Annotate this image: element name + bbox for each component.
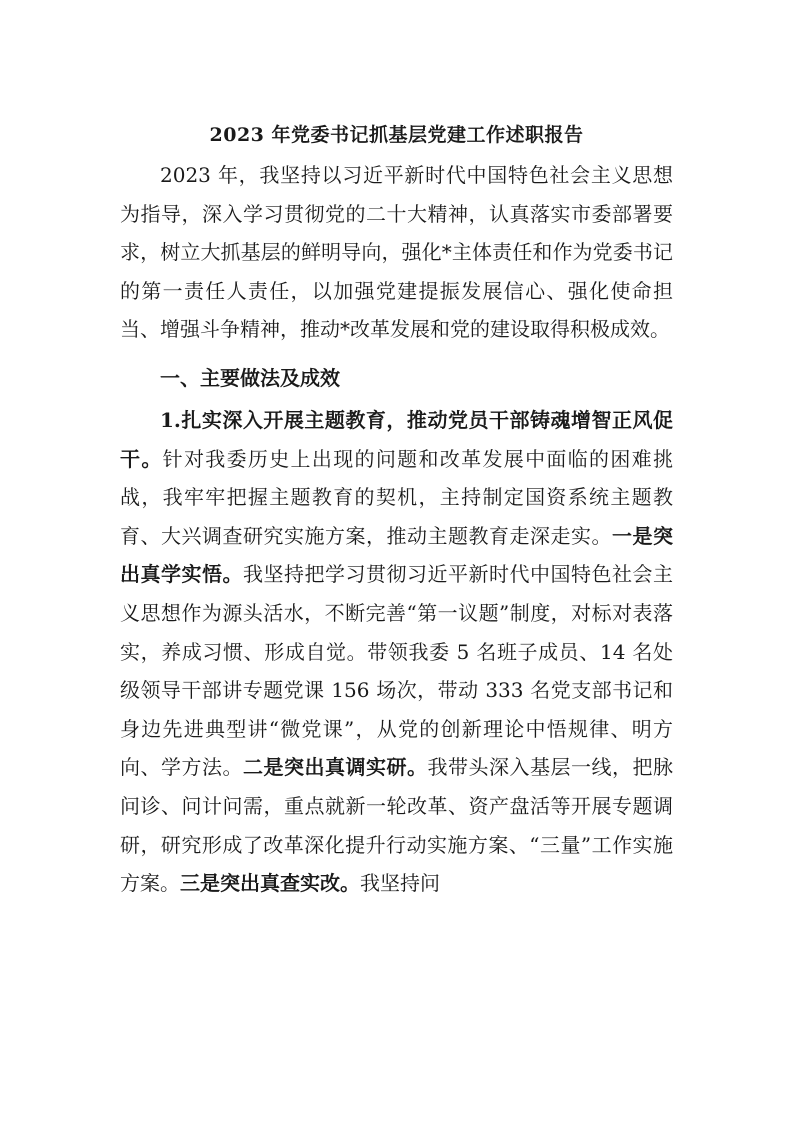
subpoint-heading-3: 三是突出真查实改。 [180, 871, 360, 896]
paragraph-text: 我坚持问 [360, 871, 440, 896]
section-heading: 一、主要做法及成效 [160, 365, 340, 390]
document-body [120, 116, 673, 903]
section-paragraph [120, 401, 673, 903]
intro-paragraph: 2023 年，我坚持以习近平新时代中国特色社会主义思想为指导，深入学习贯彻党的二十大精神，认真落实市委部署要求，树立大抓基层的鲜明导向，强化*主体责任和作为党委书记的第一责任人责任，以加强党建提振发展信心、强化使命担当、增强斗争精神，推动*改革发展和党的建设取得积极成效。 [120, 163, 673, 342]
subpoint-heading-1: 一是突出真学实悟。 [120, 523, 673, 587]
subpoint-heading-2: 二是突出真调实研。 [243, 755, 428, 780]
page-title: 2023 年党委书记抓基层党建工作述职报告 [209, 124, 584, 146]
item-lead-heading: 1.扎实深入开展主题教育，推动党员干部铸魂增智正风促干。 [120, 407, 673, 471]
paragraph-text: 针对我委历史上出现的问题和改革发展中面临的困难挑战，我牢牢把握主题教育的契机，主持制定国资系统主题教育、大兴调查研究实施方案，推动主题教育走深走实。 [120, 446, 674, 548]
paragraph-text: 我坚持把学习贯彻习近平新时代中国特色社会主义思想作为源头活水，不断完善“第一议题”制度，对标对表落实，养成习惯、形成自觉。带领我委 5 名班子成员、14 名处级领导干部讲专题党课 156 场次，带动 333 名党支部书记和身边先进典型讲“微党课”，从党的创新理论中悟规律、明方向、学方法。 [120, 562, 673, 780]
paragraph-text: 我带头深入基层一线，把脉问诊、问计问需，重点就新一轮改革、资产盘活等开展专题调研，研究形成了改革深化提升行动实施方案、“三量”工作实施方案。 [120, 755, 673, 896]
